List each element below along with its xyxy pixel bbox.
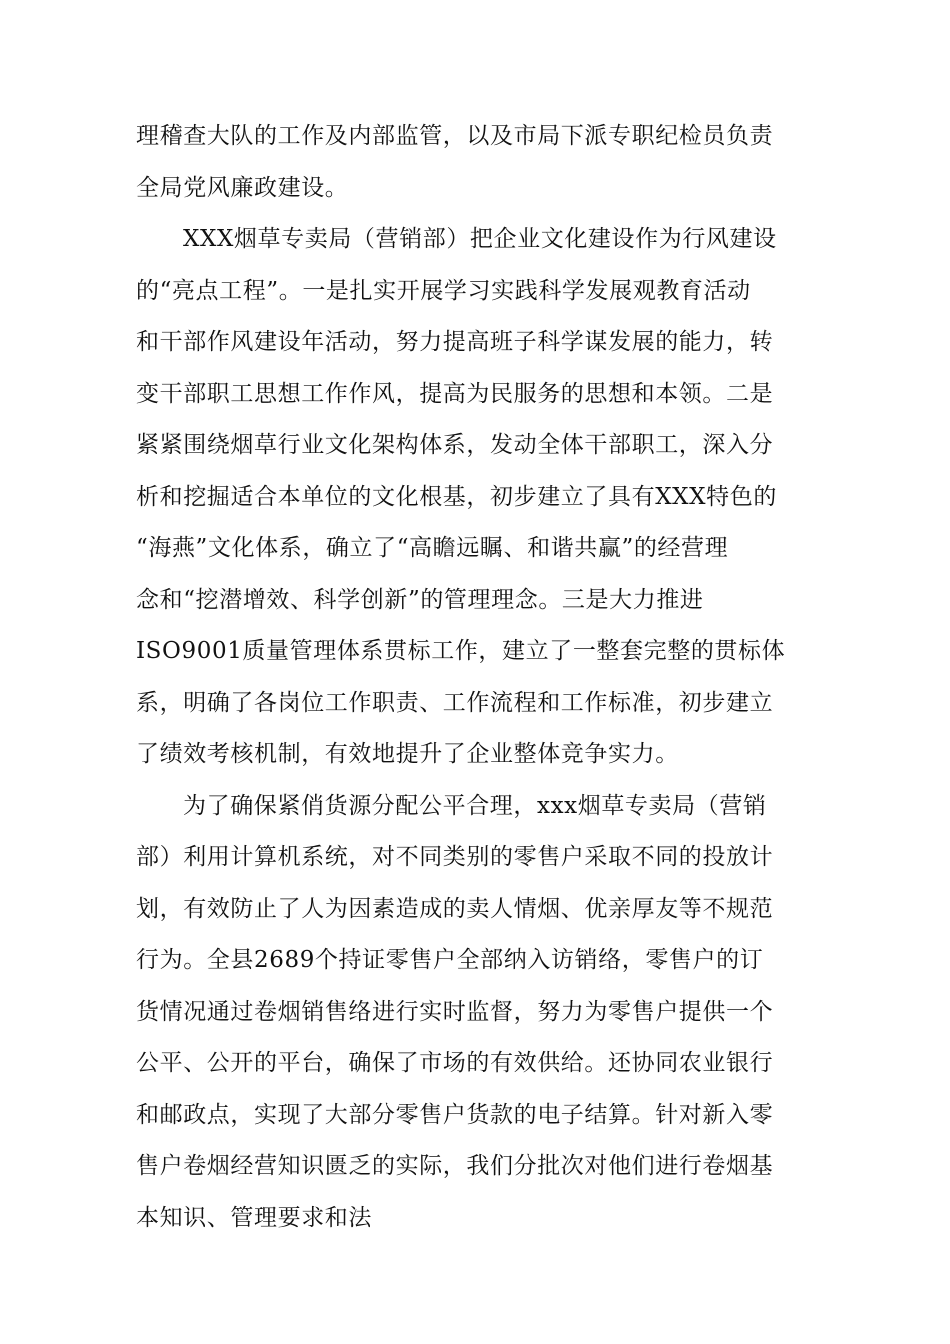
text-line: 和干部作风建设年活动，努力提高班子科学谋发展的能力，转 <box>136 329 774 355</box>
text-line: 部）利用计算机系统，对不同类别的零售户采取不同的投放计 <box>136 844 774 870</box>
text-line: 和邮政点，实现了大部分零售户货款的电子结算。针对新入零 <box>136 1101 774 1128</box>
text-line: ISO9001质量管理体系贯标工作，建立了一整套完整的贯标体 <box>136 638 786 664</box>
text-line: XXX烟草专卖局（营销部）把企业文化建设作为行风建设 <box>183 226 777 252</box>
body-text <box>136 111 836 1244</box>
text-line: 行为。全县2689个持证零售户全部纳入访销络，零售户的订 <box>136 947 764 973</box>
text-line: 全局党风廉政建设。 <box>136 174 349 201</box>
text-line: 售户卷烟经营知识匮乏的实际，我们分批次对他们进行卷烟基 <box>136 1153 774 1179</box>
text-line: 本知识、管理要求和法 <box>136 1204 372 1231</box>
text-line: 的“亮点工程”。一是扎实开展学习实践科学发展观教育活动 <box>136 277 751 304</box>
text-line: 了绩效考核机制，有效地提升了企业整体竞争实力。 <box>136 741 679 767</box>
text-line: 划，有效防止了人为因素造成的卖人情烟、优亲厚友等不规范 <box>136 895 774 922</box>
text-line: 系，明确了各岗位工作职责、工作流程和工作标准，初步建立 <box>136 689 774 716</box>
text-line: 为了确保紧俏货源分配公平合理，xxx烟草专卖局（营销 <box>183 792 767 819</box>
paragraph-culture-building <box>136 214 836 781</box>
text-line: 析和挖掘适合本单位的文化根基，初步建立了具有XXX特色的 <box>136 483 777 510</box>
text-line: 紧紧围绕烟草行业文化架构体系，发动全体干部职工，深入分 <box>136 432 774 458</box>
text-line: “海燕”文化体系，确立了“高瞻远瞩、和谐共赢”的经营理 <box>136 535 729 561</box>
text-line: 货情况通过卷烟销售络进行实时监督，努力为零售户提供一个 <box>136 998 774 1025</box>
text-line: 理稽查大队的工作及内部监管，以及市局下派专职纪检员负责 <box>136 123 774 149</box>
text-line: 念和“挖潜增效、科学创新”的管理理念。三是大力推进 <box>136 586 704 613</box>
text-line: 变干部职工思想工作作风，提高为民服务的思想和本领。二是 <box>136 380 774 407</box>
text-line: 公平、公开的平台，确保了市场的有效供给。还协同农业银行 <box>136 1050 774 1076</box>
paragraph-continuation <box>136 111 836 214</box>
paragraph-supply-fairness <box>136 781 836 1245</box>
